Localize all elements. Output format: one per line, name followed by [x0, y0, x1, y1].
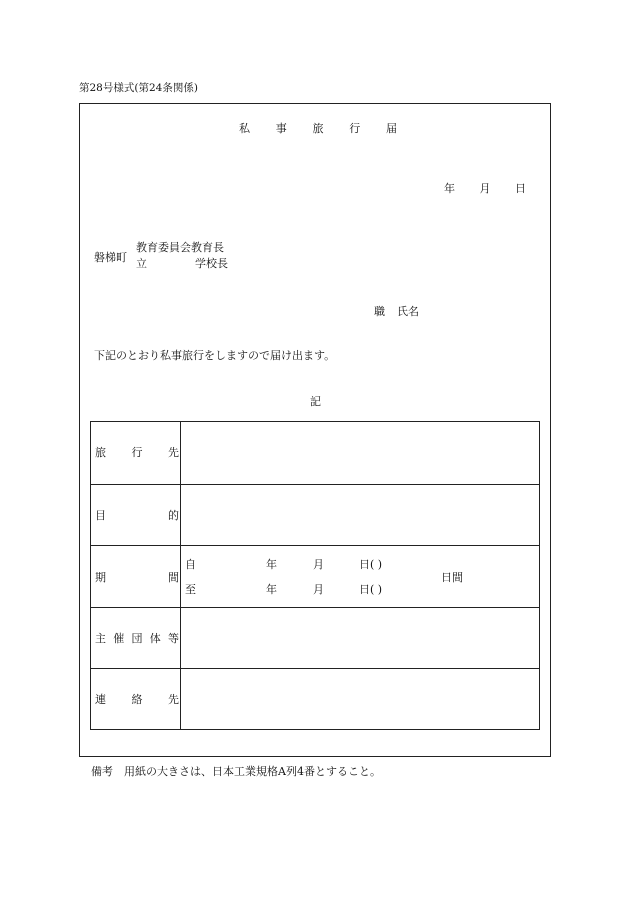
date-line	[444, 182, 526, 195]
purpose-label: 目 的	[95, 509, 179, 522]
row-period	[91, 545, 539, 607]
contact-label: 連 絡 先	[95, 693, 179, 706]
row-organizer	[91, 607, 539, 669]
footnote: 備考 用紙の大きさは、日本工業規格A列4番とすること。	[91, 765, 381, 778]
statement: 下記のとおり私事旅行をしますので届け出ます。	[94, 349, 336, 362]
period-days: 日間	[441, 571, 463, 584]
destination-label: 旅 行 先	[95, 446, 179, 459]
period-from-day: 日( )	[359, 558, 383, 571]
row-purpose	[91, 484, 539, 546]
row-destination	[91, 422, 539, 484]
form-number: 第28号様式(第24条関係)	[79, 82, 198, 94]
addressee-town: 磐梯町	[94, 251, 127, 264]
title-char: 私	[239, 122, 250, 135]
title-char: 事	[275, 122, 287, 135]
addressee-line1: 教育委員会教育長	[136, 241, 224, 254]
period-to-month: 月	[313, 583, 324, 596]
detail-table	[90, 421, 540, 730]
form-title	[239, 122, 397, 135]
period-from-month: 月	[313, 558, 324, 571]
period-label: 期 間	[95, 571, 179, 584]
addressee-line2-left: 立	[136, 257, 147, 270]
date-year: 年	[444, 182, 455, 195]
row-contact	[91, 668, 539, 730]
period-from-year: 年	[266, 558, 277, 571]
title-char: 旅	[312, 122, 324, 135]
organizer-label: 主 催 団 体 等	[95, 632, 179, 645]
ki-mark: 記	[310, 395, 321, 408]
period-to-day: 日( )	[359, 583, 383, 596]
title-char: 届	[386, 122, 397, 135]
date-day: 日	[515, 182, 526, 195]
period-from: 自	[185, 558, 196, 571]
date-month: 月	[479, 182, 491, 195]
period-to: 至	[185, 583, 196, 596]
period-to-year: 年	[266, 583, 277, 596]
applicant-name: 氏名	[397, 305, 419, 318]
title-char: 行	[349, 122, 361, 135]
applicant-position: 職	[374, 305, 385, 318]
addressee-line2-right: 学校長	[195, 257, 228, 270]
